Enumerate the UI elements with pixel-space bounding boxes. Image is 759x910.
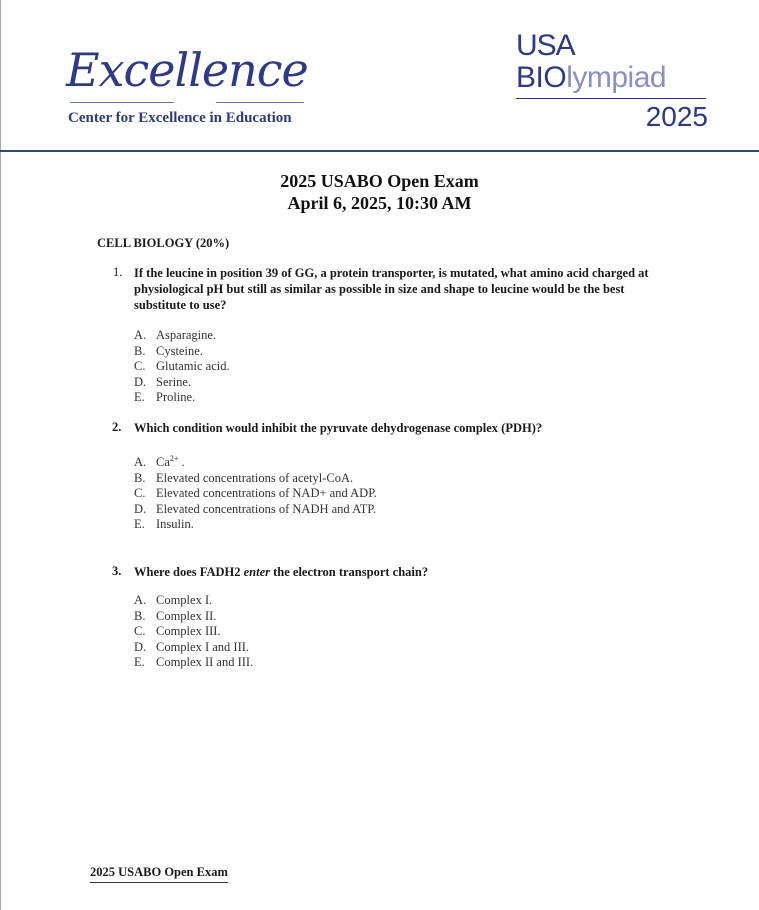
answer-options [134,593,253,671]
answer-options [134,328,230,406]
option-letter: B. [134,470,146,485]
option-letter: E. [134,655,145,669]
logo-bio: BIO [516,61,567,94]
exam-title: 2025 USABO Open Exam [280,171,479,191]
answer-option [134,486,377,502]
logo-biolympiad [516,61,666,95]
question-number: 2. [112,420,122,434]
option-text: Complex II and III. [156,655,254,669]
logo-underline [516,98,706,99]
option-letter: B. [134,608,146,623]
answer-option [134,517,377,533]
section-heading: CELL BIOLOGY (20%) [97,236,230,250]
option-letter: A. [134,593,147,607]
answer-option [134,609,253,625]
option-text: Proline. [156,390,196,404]
option-letter: E. [134,517,145,531]
cee-subtitle: Center for Excellence in Education [68,110,292,126]
question-text: If the leucine in position 39 of GG, a protein transporter, is mutated, what amino acid charged at physiological pH but still as similar as possible in size and shape to leucine would be the best substitute to use? [134,266,649,312]
answer-option [134,593,253,609]
page-footer: 2025 USABO Open Exam [90,865,228,883]
answer-option [134,328,230,344]
header-divider [0,150,759,152]
page-left-border [0,0,1,910]
usa-biolympiad-logo [514,30,714,140]
option-letter: C. [134,486,146,500]
option-letter: D. [134,501,147,516]
answer-option [134,375,230,391]
question-text: Which condition would inhibit the pyruvate dehydrogenase complex (PDH)? [134,421,543,435]
answer-option [134,455,377,471]
option-text: Serine. [156,374,192,389]
answer-option [134,390,230,406]
answer-option [134,655,253,671]
option-letter: A. [134,455,147,469]
option-letter: C. [134,624,146,638]
option-text: Complex II. [156,608,217,623]
option-letter: D. [134,639,147,654]
question-number: 3. [112,564,122,578]
cee-logo [66,40,316,130]
option-text: Complex I. [156,593,213,607]
option-text-suffix: . [178,455,185,469]
option-text: Asparagine. [156,328,217,342]
answer-option [134,640,253,656]
option-text: Glutamic acid. [156,359,230,373]
answer-option [134,471,377,487]
answer-options [134,455,377,533]
logo-rule [216,102,304,103]
option-superscript: 2+ [169,453,179,463]
option-text: Ca [156,455,170,469]
answer-option [134,359,230,375]
logo-lympiad: lympiad [566,61,667,94]
answer-option [134,624,253,640]
exam-date: April 6, 2025, 10:30 AM [287,193,472,213]
logo-year: 2025 [645,101,708,132]
question-emphasis: enter [243,565,270,579]
option-text: Cysteine. [156,343,203,358]
option-letter: D. [134,374,147,389]
question-text-part: the electron transport chain? [270,565,429,579]
option-letter: B. [134,343,146,358]
question-number: 1. [113,265,123,279]
option-text: Complex III. [156,624,221,638]
option-text: Elevated concentrations of NADH and ATP. [156,501,377,516]
question-text-part: Where does FADH2 [134,565,244,579]
option-letter: C. [134,359,146,373]
answer-option [134,502,377,518]
logo-usa: USA [516,29,575,62]
option-letter: E. [134,390,145,404]
question-text [134,564,654,580]
option-text: Elevated concentrations of acetyl-CoA. [156,470,354,485]
option-text: Complex I and III. [156,639,250,654]
logo-rule [70,102,174,103]
answer-option [134,344,230,360]
excellence-wordmark: Excellence [66,43,308,97]
option-letter: A. [134,328,147,342]
option-text: Insulin. [156,517,194,531]
option-text: Elevated concentrations of NAD+ and ADP. [156,486,377,500]
